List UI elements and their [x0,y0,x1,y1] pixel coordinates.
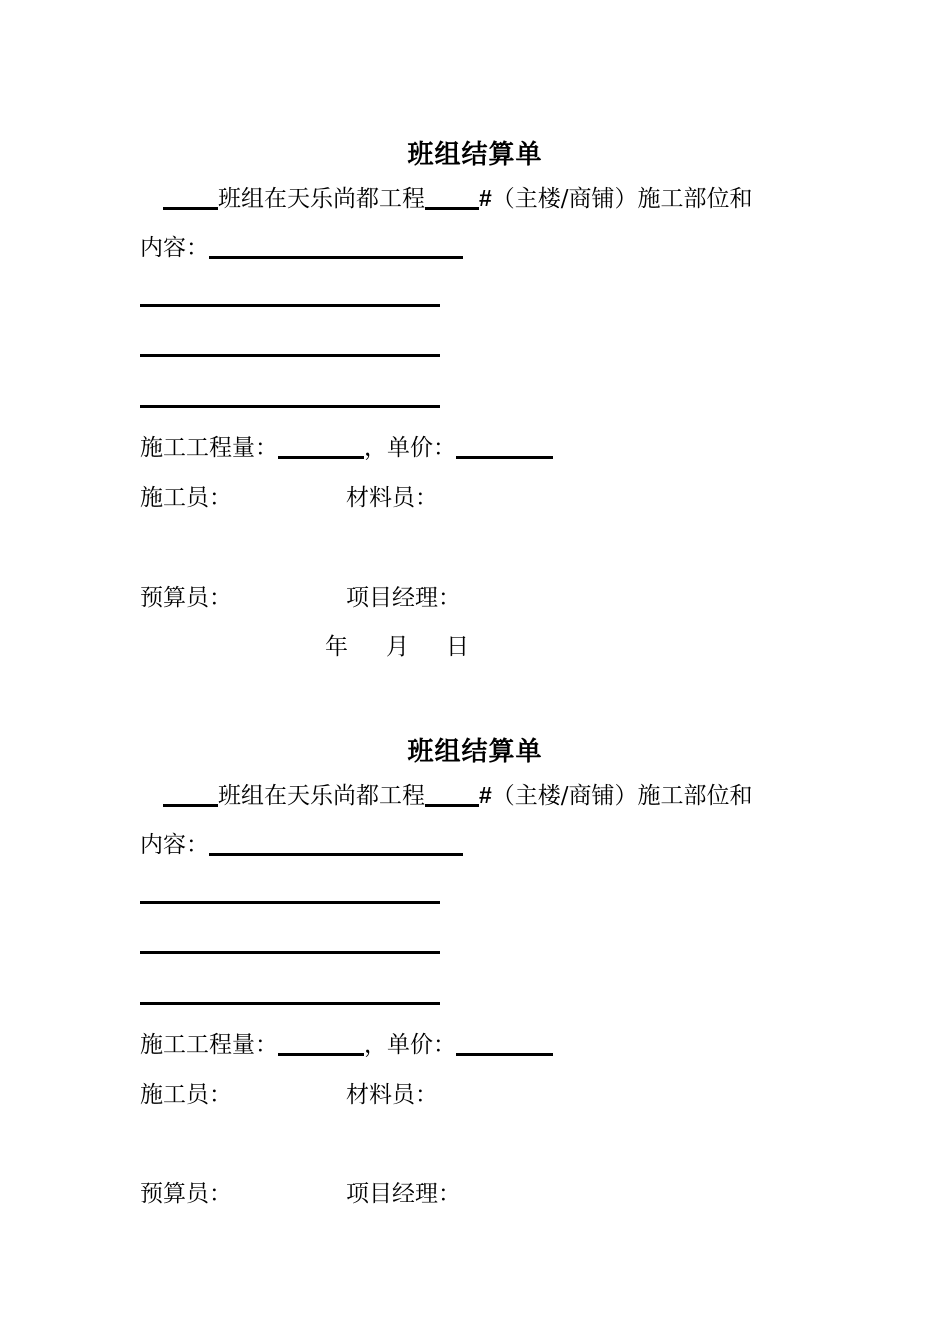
form-title: 班组结算单 [407,140,543,170]
hash-text: # [479,185,492,211]
content-blank[interactable] [209,234,463,259]
manager-label: 项目经理： [346,1181,461,1207]
team-line [163,184,753,213]
comma-text: ， [364,435,387,461]
content-rule-3[interactable] [140,1002,440,1005]
comma-text: ， [364,1032,387,1058]
constructor-label: 施工员： [140,1082,232,1108]
content-rule-1[interactable] [140,304,440,307]
form-title: 班组结算单 [407,737,543,767]
unit-price-label: 单价： [387,435,456,461]
content-label: 内容： [140,832,209,858]
unit-price-blank[interactable] [456,434,553,459]
quantity-blank[interactable] [278,434,364,459]
team-line [163,781,753,810]
quantity-blank[interactable] [278,1031,364,1056]
content-label: 内容： [140,235,209,261]
month-label: 月 [386,634,409,660]
content-rule-1[interactable] [140,901,440,904]
quantity-line [140,1031,553,1059]
quantity-label: 施工工程量： [140,435,278,461]
year-label: 年 [325,634,348,660]
day-label: 日 [446,634,469,660]
building-desc-text: （主楼/商铺）施工部位和 [491,186,753,212]
team-name-blank[interactable] [163,185,218,210]
building-desc-text: （主楼/商铺）施工部位和 [491,783,753,809]
content-line [140,831,463,859]
content-blank[interactable] [209,831,463,856]
unit-price-label: 单价： [387,1032,456,1058]
content-rule-2[interactable] [140,354,440,357]
building-number-blank[interactable] [425,782,479,807]
material-label: 材料员： [346,1082,438,1108]
quantity-line [140,434,553,462]
material-label: 材料员： [346,485,438,511]
manager-label: 项目经理： [346,585,461,611]
content-line [140,234,463,262]
constructor-label: 施工员： [140,485,232,511]
content-rule-3[interactable] [140,405,440,408]
building-number-blank[interactable] [425,185,479,210]
budget-label: 预算员： [140,585,232,611]
team-suffix-text: 班组在天乐尚都工程 [218,783,425,809]
unit-price-blank[interactable] [456,1031,553,1056]
budget-label: 预算员： [140,1181,232,1207]
quantity-label: 施工工程量： [140,1032,278,1058]
team-name-blank[interactable] [163,782,218,807]
hash-text: # [479,782,492,808]
content-rule-2[interactable] [140,951,440,954]
team-suffix-text: 班组在天乐尚都工程 [218,186,425,212]
